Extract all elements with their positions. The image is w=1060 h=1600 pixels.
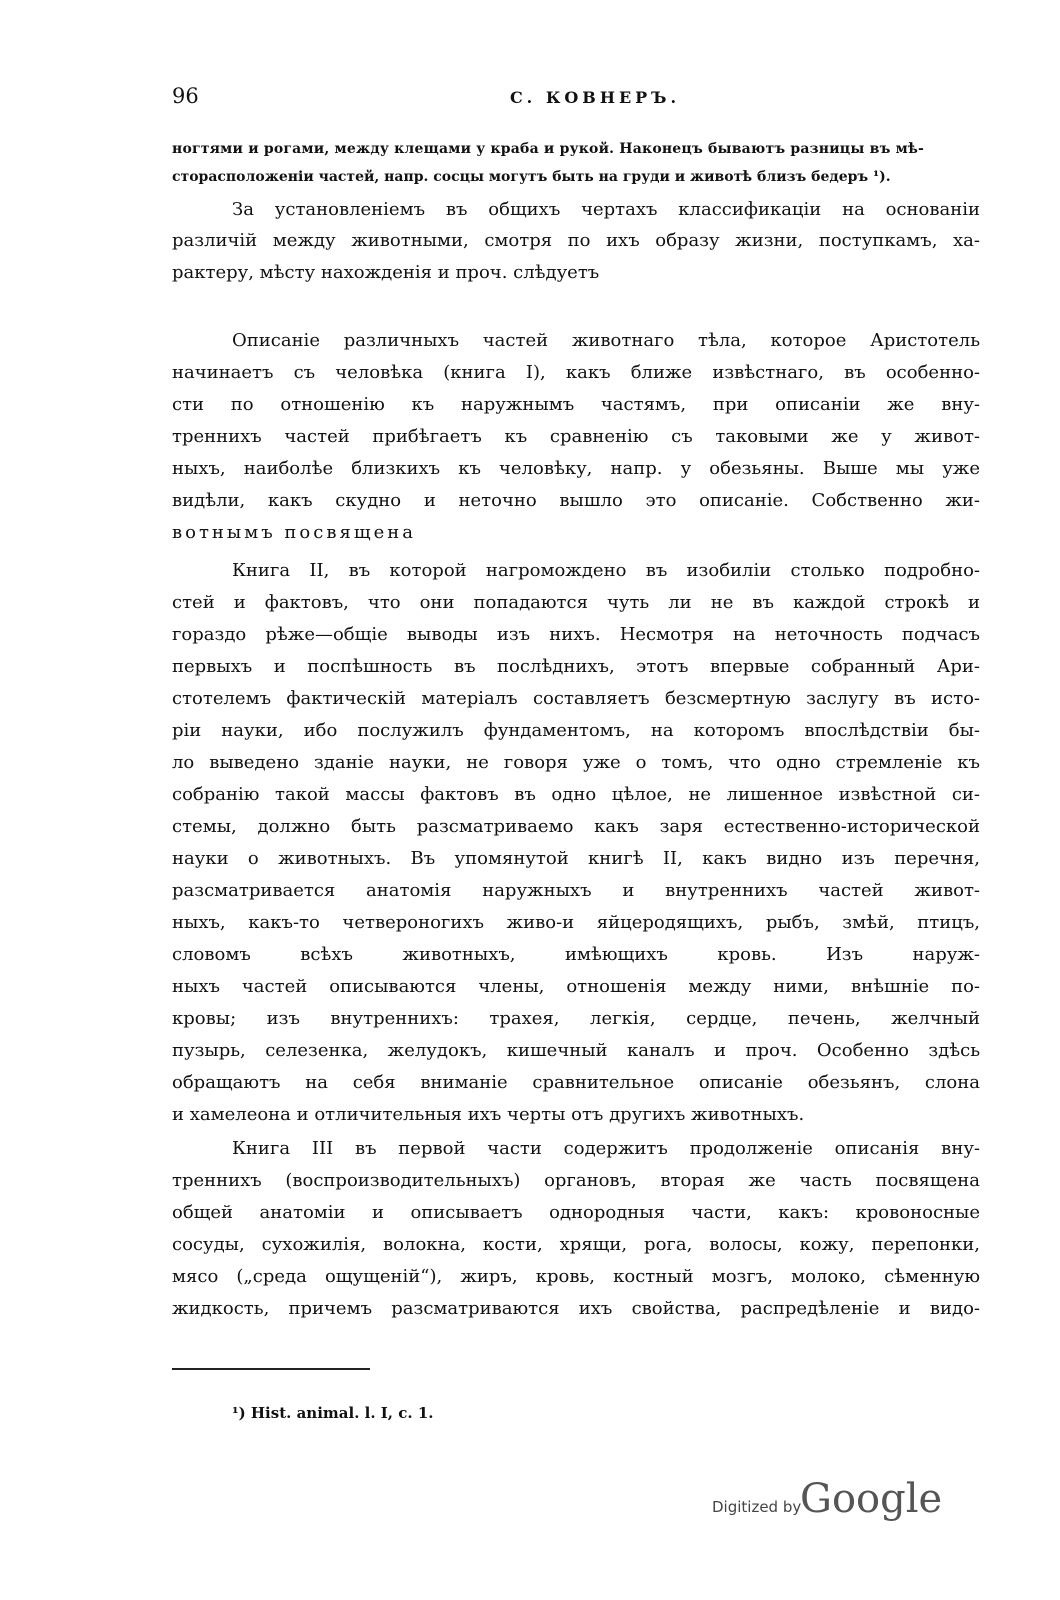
text-line: ныхъ, какъ-то четвероногихъ живо-и яйцеродящихъ, рыбъ, змѣй, птицъ,: [172, 912, 980, 933]
text-line: кровы; изъ внутреннихъ: трахея, легкія, сердце, печень, желчный: [172, 1008, 980, 1029]
text-line: стотелемъ фактическій матеріалъ составляетъ безсмертную заслугу въ исто-: [172, 688, 980, 709]
text-line: гораздо рѣже—общіе выводы изъ нихъ. Несмотря на неточность подчасъ: [172, 624, 980, 645]
top-small-line: сторасположеніи частей, напр. сосцы могутъ быть на груди и животѣ близъ бедеръ ¹).: [172, 169, 891, 185]
text-line: первыхъ и поспѣшность въ послѣднихъ, этотъ впервые собранный Ари-: [172, 656, 980, 677]
text-line: ныхъ частей описываются члены, отношенія между ними, внѣшніе по-: [172, 976, 980, 997]
page-number: 96: [172, 84, 199, 108]
text-line: Описаніе различныхъ частей животнаго тѣла, которое Аристотель: [232, 330, 980, 351]
text-line: За установленіемъ въ общихъ чертахъ классификаціи на основаніи: [232, 199, 980, 220]
text-line: ріи науки, ибо послужилъ фундаментомъ, на которомъ впослѣдствіи бы-: [172, 720, 980, 741]
digitized-by-label: Digitized by: [712, 1498, 802, 1516]
running-head: С. КОВНЕРЪ.: [509, 88, 681, 107]
text-line: разсматривается анатомія наружныхъ и внутреннихъ частей живот-: [172, 880, 980, 901]
text-line: ныхъ, наиболѣе близкихъ къ человѣку, напр. у обезьяны. Выше мы уже: [172, 458, 980, 479]
text-line: сосуды, сухожилія, волокна, кости, хрящи, рога, волосы, кожу, перепонки,: [172, 1234, 980, 1255]
footnote-rule: [172, 1368, 370, 1370]
text-line: обращаютъ на себя вниманіе сравнительное описаніе обезьянъ, слона: [172, 1072, 980, 1093]
text-line: стей и фактовъ, что они попадаются чуть ли не въ каждой строкѣ и: [172, 592, 980, 613]
top-small-line: ногтями и рогами, между клещами у краба и рукой. Наконецъ бываютъ разницы въ мѣ-: [172, 141, 925, 157]
text-line: науки о животныхъ. Въ упомянутой книгѣ II, какъ видно изъ перечня,: [172, 848, 980, 869]
text-line: сти по отношенію къ наружнымъ частямъ, при описаніи же вну-: [172, 394, 980, 415]
footnote: ¹) Hist. animal. l. I, c. 1.: [232, 1404, 434, 1422]
text-line: рактеру, мѣсту нахожденія и проч. слѣдуетъ: [172, 262, 600, 283]
text-line: Книга III въ первой части содержитъ продолженіе описанія вну-: [232, 1138, 980, 1159]
google-logo: Google: [800, 1476, 943, 1522]
text-line: общей анатоміи и описываетъ однородныя части, какъ: кровоносные: [172, 1202, 980, 1223]
text-line: треннихъ частей прибѣгаетъ къ сравненію съ таковыми же у живот-: [172, 426, 980, 447]
text-line: треннихъ (воспроизводительныхъ) органовъ, вторая же часть посвящена: [172, 1170, 980, 1191]
text-line: Книга II, въ которой нагромождено въ изобиліи столько подробно-: [232, 560, 980, 581]
text-line: мясо („среда ощущеній“), жиръ, кровь, костный мозгъ, молоко, сѣменную: [172, 1266, 980, 1287]
text-line: и хамелеона и отличительныя ихъ черты отъ другихъ животныхъ.: [172, 1104, 805, 1125]
text-line: пузырь, селезенка, желудокъ, кишечный каналъ и проч. Особенно здѣсь: [172, 1040, 980, 1061]
text-line: стемы, должно быть разсматриваемо какъ заря естественно-исторической: [172, 816, 980, 837]
text-line: жидкость, причемъ разсматриваются ихъ свойства, распредѣленіе и видо-: [172, 1298, 980, 1319]
text-line: словомъ всѣхъ животныхъ, имѣющихъ кровь. Изъ наруж-: [172, 944, 980, 965]
text-line: ло выведено зданіе науки, не говоря уже о томъ, что одно стремленіе къ: [172, 752, 980, 773]
text-line: начинаетъ съ человѣка (книга I), какъ ближе извѣстнаго, въ особенно-: [172, 362, 980, 383]
text-line: различій между животными, смотря по ихъ образу жизни, поступкамъ, ха-: [172, 230, 980, 251]
text-line: вотнымъ посвящена: [172, 522, 416, 543]
text-line: видѣли, какъ скудно и неточно вышло это описаніе. Собственно жи-: [172, 490, 980, 511]
text-line: собранію такой массы фактовъ въ одно цѣлое, не лишенное извѣстной си-: [172, 784, 980, 805]
